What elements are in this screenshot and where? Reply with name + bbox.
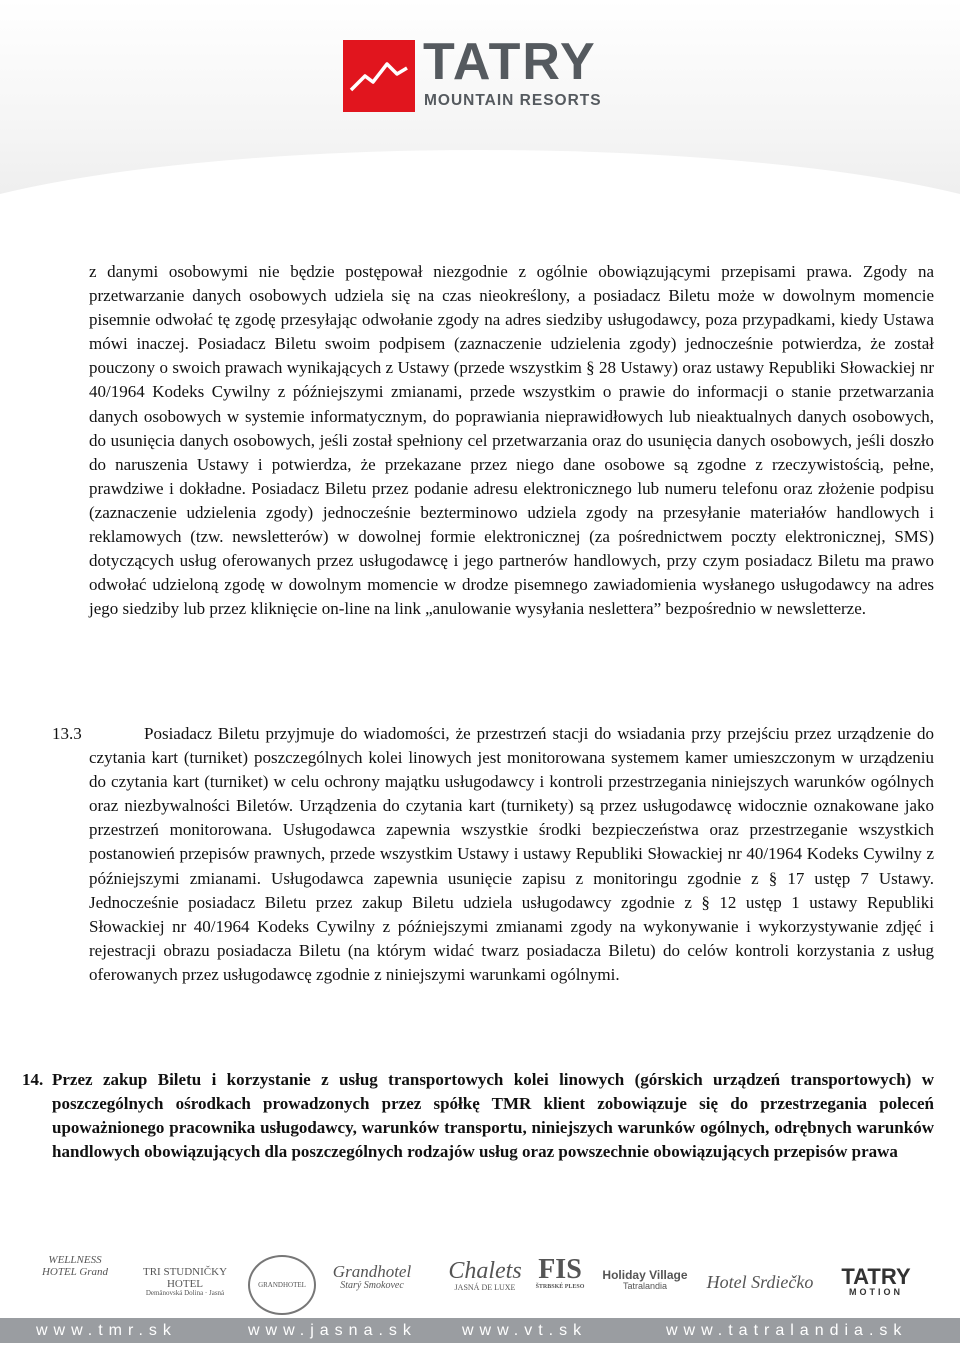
holiday-village-logo (590, 1269, 700, 1291)
tri-studnicky-text: TRI STUDNIČKY HOTEL (142, 1266, 228, 1290)
tri-studnicky-logo (130, 1267, 240, 1297)
holiday-village-text: Holiday Village (602, 1268, 688, 1282)
hotel-srdiecko-text: Hotel Srdiečko (706, 1272, 814, 1292)
grandhotel-praha-text: GRANDHOTEL (258, 1281, 306, 1289)
item-number-13-3: 13.3 (52, 724, 82, 743)
logo-title: TATRY (423, 33, 597, 91)
chalets-text: Chalets (448, 1258, 522, 1284)
tri-studnicky-subtext: Demänovská Dolina · Jasná (145, 1289, 225, 1298)
logo-subtitle: MOUNTAIN RESORTS (424, 92, 602, 109)
grandhotel-smokovec-logo (322, 1263, 422, 1291)
fis-subtext: ŠTRBSKÉ PLESO (535, 1284, 585, 1291)
footer-websites-bar (0, 1318, 960, 1343)
website-link-tmr[interactable]: www.tmr.sk (36, 1322, 177, 1339)
paragraph-consent: z danymi osobowymi nie będzie postępował niezgodnie z ogólnie obowiązującymi przepisami prawa. Zgody na przetwarzanie danych osobowych udziela się na czas nieokreślony, a posiadacz Biletu może w dowolnym momencie pisemnie odwołać tę zgodę przesyłając odwołanie zgody na adres siedziby usługodawcy, poza przypadkami, kiedy Ustawa mówi inaczej. Posiadacz Biletu swoim podpisem (zaznaczenie udzielenia zgody) jednocześnie potwierdza, że został pouczony o swoich prawach wynikających z Ustawy (przede wszystkim § 28 Ustawy) oraz ustawy Republiki Słowackiej nr 40/1964 Kodeks Cywilny z późniejszymi zmianami, przede wszystkim o prawie do informacji o stanie przetwarzania danych osobowych w systemie informatycznym, do poprawiania nieprawidłowych lub nieaktualnych danych osobowych, do usunięcia danych osobowych, jeśli został spełniony cel przetwarzania oraz do usunięcia danych osobowych, jeśli doszło do naruszenia Ustawy i potwierdza, że przekazane przez niego dane osobowe są zgodne z rzeczywistością, pełne, prawdziwe i dokładne. Posiadacz Biletu przez podanie adresu elektronicznego lub numeru telefonu oraz złożenie podpisu (zaznaczenie udzielenia zgody) jednocześnie bezterminowo udziela zgody na przesyłanie materiałów handlowych i reklamowych (tzw. newsletterów) w dowolnej formie elektronicznej (za pośrednictwem poczty elektronicznej, SMS) dotyczących usług oferowanych przez usługodawcę i jego partnerów handlowych, przy czym posiadacz Biletu ma prawo odwołać udzieloną zgodę w dowolnym momencie w drodze pisemnego zawiadomienia wysłanego usługodawcy na adres jego siedziby lub przez kliknięcie on-line na link „anulowanie wysyłania neslettera” bezpośrednio w newsletterze. (89, 262, 934, 619)
hotel-srdiecko-logo (705, 1273, 815, 1292)
fis-hotel-logo (535, 1255, 585, 1291)
tatry-mountain-resorts-logo (343, 33, 623, 115)
item-number-14: 14. (22, 1070, 44, 1089)
chalets-subtext: JASNÁ DE LUXE (454, 1283, 516, 1293)
holiday-village-subtext: Tatralandia (622, 1280, 668, 1291)
fis-text: FIS (538, 1254, 582, 1285)
item-13-3-text: Posiadacz Biletu przyjmuje do wiadomości, że przestrzeń stacji do wsiadania przy przejściu przez urządzenie do czytania kart (turniket) poszczególnych kolei linowych jest monitorowana systemem kamer umieszczonym w urządzeniu do czytania kart (turniket) w celu ochrony majątku usługodawcy i kontroli przestrzegania niniejszych warunków ogólnych oraz niezbywalności Biletów. Urządzenia do czytania kart (turnikety) są przez usługodawcę widocznie oznakowane jako przestrzeń monitorowana. Usługodawca zapewnia wszystkie środki bezpieczeństwa oraz przestrzeganie wszystkich postanowień przepisów prawnych, przede wszystkim Ustawy i ustawy Republiki Słowackiej nr 40/1964 Kodeks Cywilny z późniejszymi zmianami. Usługodawca zapewnia usunięcie zapisu z monitoringu zgodnie z § 17 ustęp 7 Ustawy. Jednocześnie posiadacz Biletu przez zakup Biletu udziela usługodawcy zgodnie z § 12 ustęp 1 ustawy Republiki Słowackiej nr 40/1964 Kodeks Cywilny z późniejszymi zmianami zgody na wykonywanie i wykorzystywanie zdjęć i rejestracji obrazu posiadacza Biletu (na którym widać twarz posiadacza Biletu) do celów kontroli korzystania z usług oferowanych przez usługodawcę zgodnie z niniejszymi warunkami ogólnymi. (89, 724, 934, 984)
grandhotel-smokovec-text: Grandhotel (332, 1262, 412, 1281)
grandhotel-smokovec-subtext: Starý Smokovec (340, 1279, 404, 1291)
wellness-hotel-grand-text: WELLNESS HOTEL Grand (41, 1254, 109, 1278)
tatry-motion-subtext: MOTION (849, 1287, 903, 1298)
item-14-text: Przez zakup Biletu i korzystanie z usług transportowych kolei linowych (górskich urządzeń transportowych) w poszczególnych ośrodkach prowadzonych przez spółkę TMR klient zobowiązuje się do przestrzegania poleceń upoważnionego pracownika usługodawcy, warunków transportu, niniejszych warunków ogólnych, odrębnych warunków handlowych obowiązujących dla poszczególnych rodzajów usług oraz powszechnie obowiązujących przepisów prawa (52, 1070, 934, 1162)
website-link-vt[interactable]: www.vt.sk (462, 1322, 588, 1339)
wellness-hotel-grand-logo (30, 1255, 120, 1278)
tatry-motion-text: TATRY (841, 1264, 911, 1289)
website-link-tatralandia[interactable]: www.tatralandia.sk (666, 1322, 908, 1339)
tatry-motion-logo (836, 1265, 916, 1298)
mountain-logo-icon (343, 40, 415, 112)
chalets-logo (440, 1259, 530, 1293)
website-link-jasna[interactable]: www.jasna.sk (248, 1322, 417, 1339)
grandhotel-praha-logo (248, 1255, 316, 1315)
partner-logos (30, 1255, 930, 1315)
